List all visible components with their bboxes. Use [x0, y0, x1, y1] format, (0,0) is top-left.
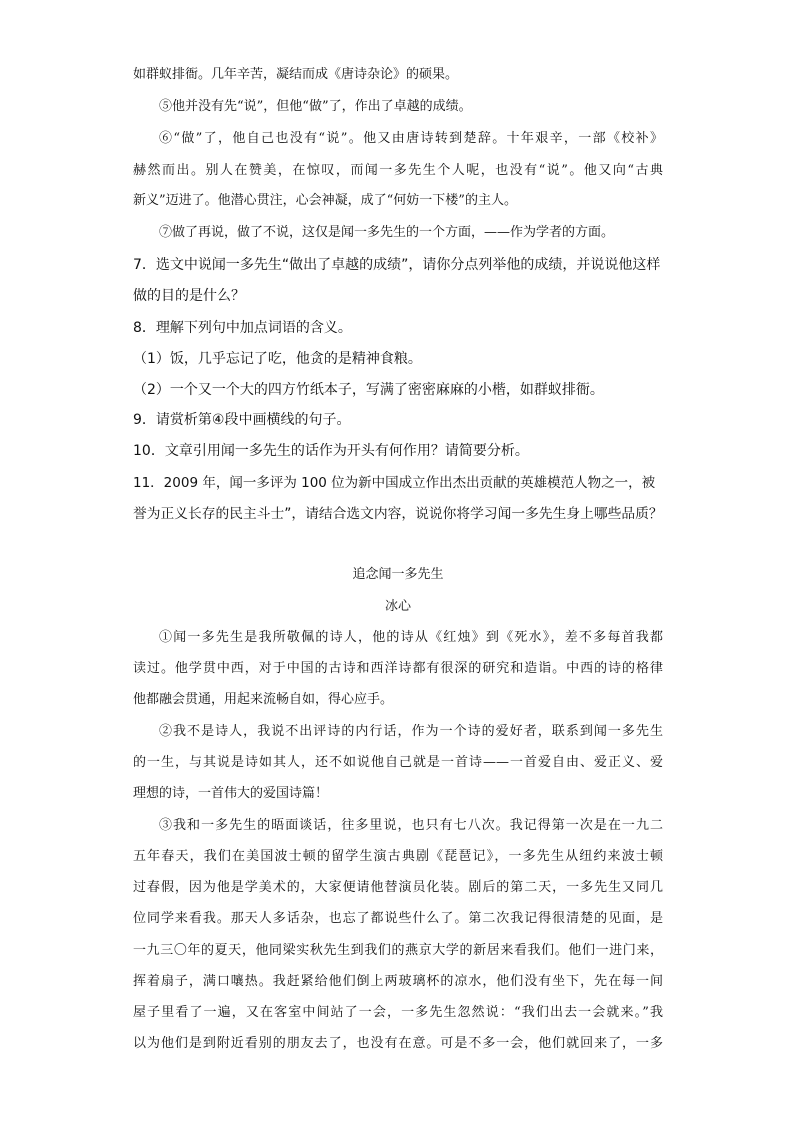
question-9: 9．请赏析第④段中画横线的句子。 — [133, 412, 351, 428]
passage2-line: 理想的诗，一首伟大的爱国诗篇！ — [133, 786, 329, 801]
question-7: 7．选文中说闻一多先生“做出了卓越的成绩”，请你分点列举他的成绩，并说说他这样 — [133, 257, 661, 273]
passage2-line: 他都融会贯通，用起来流畅自如，得心应手。 — [133, 692, 394, 707]
question-7-cont: 做的目的是什么？ — [133, 288, 245, 304]
passage2-line: 一九三〇年的夏天，他同梁实秋先生到我们的燕京大学的新居来看我们。他们一进门来， — [133, 943, 663, 958]
question-8-2: （2）一个又一个大的四方竹纸本子，写满了密密麻麻的小楷，如群蚁排衙。 — [133, 382, 604, 398]
passage2-author: 冰心 — [384, 599, 411, 614]
passage1-line: 如群蚁排衙。几年辛苦，凝结而成《唐诗杂论》的硕果。 — [133, 67, 459, 82]
passage2-line: 五年春天，我们在美国波士顿的留学生演古典剧《琵琶记》，一多先生从纽约来波士顿 — [133, 849, 663, 864]
question-11: 11．2009 年，闻一多评为 100 位为新中国成立作出杰出贡献的英雄模范人物之一，被 — [133, 475, 656, 491]
passage1-line: ⑦做了再说，做了不说，这仅是闻一多先生的一个方面，——作为学者的方面。 — [159, 225, 615, 240]
passage1-line: 新义”迈进了。他潜心贯注，心会神凝，成了“何妨一下楼”的主人。 — [133, 193, 517, 208]
passage2-line: ③我和一多先生的晤面谈话，往多里说，也只有七八次。我记得第一次是在一九二 — [159, 818, 663, 833]
passage1-line: 赫然而出。别人在赞美，在惊叹，而闻一多先生个人呢，也没有“说”。他又向“古典 — [133, 163, 663, 178]
passage2-line: ①闻一多先生是我所敬佩的诗人，他的诗从《红烛》到《死水》，差不多每首我都 — [159, 630, 663, 645]
passage2-line: 读过。他学贯中西，对于中国的古诗和西洋诗都有很深的研究和造诣。中西的诗的格律 — [133, 661, 663, 676]
question-11-cont: 誉为正义长存的民主斗士”，请结合选文内容，说说你将学习闻一多先生身上哪些品质？ — [133, 506, 663, 522]
passage2-line: 屋子里看了一遍，又在客室中间站了一会，一多先生忽然说：“我们出去一会就来。”我 — [133, 1005, 663, 1020]
passage2-line: ②我不是诗人，我说不出评诗的内行话，作为一个诗的爱好者，联系到闻一多先生 — [159, 724, 663, 739]
passage2-line: 以为他们是到附近看别的朋友去了，也没有在意。可是不多一会，他们就回来了，一多 — [133, 1036, 663, 1051]
passage2-line: 位同学来看我。那天人多话杂，也忘了都说些什么了。第二次我记得很清楚的见面，是 — [133, 911, 663, 926]
passage1-line: ⑥“做”了，他自己也没有“说”。他又由唐诗转到楚辞。十年艰辛，一部《校补》 — [159, 131, 663, 146]
passage2-line: 的一生，与其说是诗如其人，还不如说他自己就是一首诗——一首爱自由、爱正义、爱 — [133, 755, 663, 770]
question-8: 8．理解下列句中加点词语的含义。 — [133, 320, 352, 336]
passage2-title: 追念闻一多先生 — [352, 567, 444, 582]
passage2-line: 挥着扇子，满口嚷热。我赶紧给他们倒上两玻璃杯的凉水，他们没有坐下，先在每一间 — [133, 974, 663, 989]
question-8-1: （1）饭，几乎忘记了吃，他贪的是精神食粮。 — [133, 351, 422, 367]
passage2-line: 过春假，因为他是学美术的，大家便请他替演员化装。剧后的第二天，一多先生又同几 — [133, 880, 663, 895]
question-10: 10．文章引用闻一多先生的话作为开头有何作用？请简要分析。 — [133, 443, 529, 459]
passage1-line: ⑤他并没有先“说”，但他“做”了，作出了卓越的成绩。 — [159, 99, 472, 114]
